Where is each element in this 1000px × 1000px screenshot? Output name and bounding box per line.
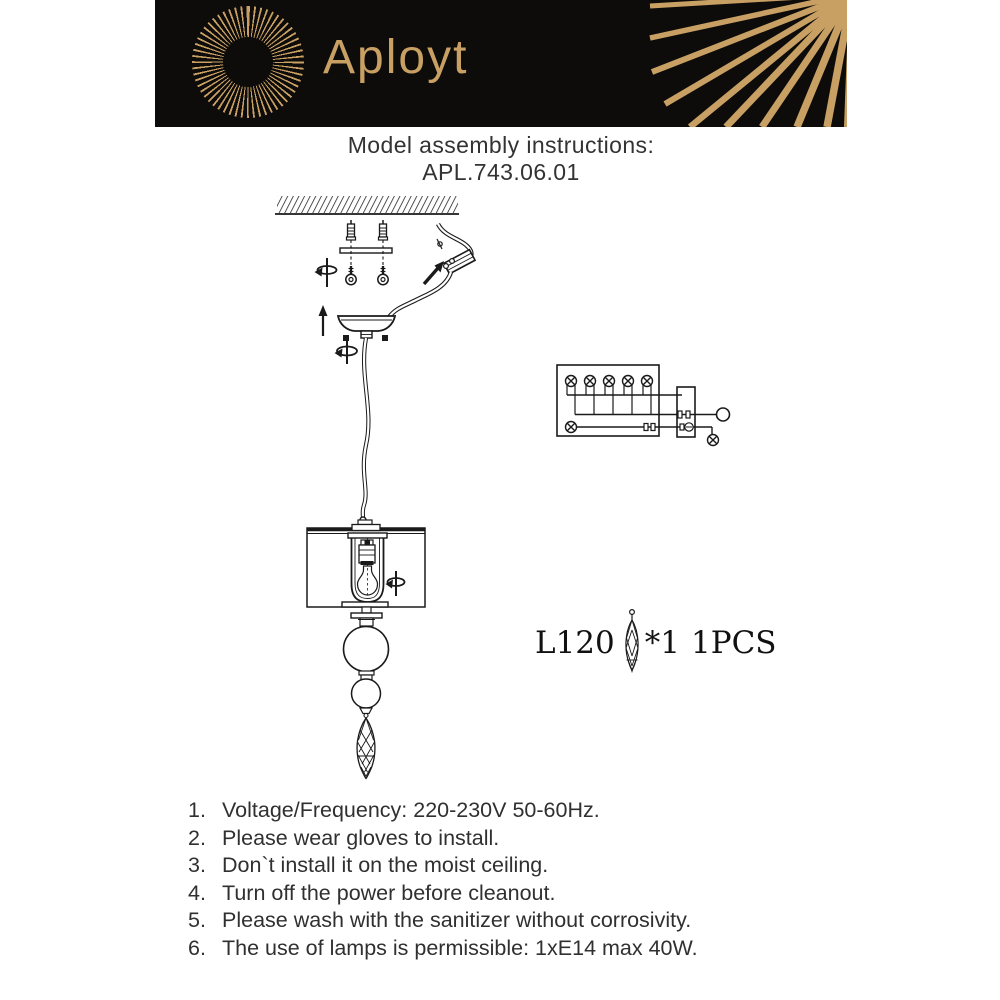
instruction-number: 2.: [188, 825, 206, 850]
instruction-number: 3.: [188, 853, 206, 878]
wiring-diagram: [550, 355, 750, 455]
sunburst-center: [225, 39, 271, 85]
junction-symbol: [717, 408, 730, 421]
instruction-text: The use of lamps is permissible: 1xE14 max 40W.: [222, 935, 698, 960]
up-arrow-icon: [319, 305, 328, 336]
instruction-item: [188, 907, 788, 935]
part-quantity: *1: [644, 625, 680, 661]
suspension-cable: [360, 338, 368, 523]
mounting-bracket: [340, 248, 392, 253]
decorative-stack: [342, 602, 389, 718]
rotate-arrow-icon: [315, 258, 337, 287]
instruction-item: [188, 935, 788, 963]
part-code: L120: [535, 625, 615, 661]
part-pcs: 1PCS: [691, 625, 777, 661]
wall-plug: [379, 220, 388, 240]
instructions-list: [188, 797, 788, 963]
brand-banner: [155, 0, 847, 127]
instruction-number: 6.: [188, 935, 206, 960]
lamp-symbols: [566, 376, 653, 433]
instruction-item: [188, 880, 788, 908]
instruction-number: 5.: [188, 908, 206, 933]
title-block: [155, 132, 847, 186]
ray-fan-icon: [647, 0, 847, 127]
instruction-text: Please wear gloves to install.: [222, 825, 500, 850]
instruction-text: Please wash with the sanitizer without corrosivity.: [222, 908, 692, 933]
brand-wordmark: Aployt: [323, 31, 469, 84]
parts-row: [535, 608, 777, 678]
instruction-text: Voltage/Frequency: 220-230V 50-60Hz.: [222, 798, 600, 822]
pendant-lamp-assembly-diagram: [180, 183, 520, 783]
wall-plug: [347, 220, 356, 240]
model-number: APL.743.06.01: [422, 159, 580, 185]
instruction-number: 4.: [188, 880, 206, 905]
rotate-arrow-icon: [335, 340, 358, 364]
instruction-item: [188, 852, 788, 880]
instruction-text: Don`t install it on the moist ceiling.: [222, 853, 549, 878]
instruction-text: Turn off the power before cleanout.: [222, 880, 556, 905]
screw: [378, 266, 388, 285]
instruction-item: [188, 825, 788, 853]
wire-connector-cluster: [389, 224, 475, 317]
instruction-number: 1.: [188, 798, 206, 822]
crystal-drop-icon: [622, 608, 642, 678]
instruction-item: [188, 797, 788, 825]
page-title: Model assembly instructions:: [347, 132, 655, 158]
crystal-drop: [357, 718, 375, 779]
ceiling-hatch: [275, 196, 459, 214]
lamp-symbol: [708, 435, 719, 446]
ceiling-canopy: [338, 316, 395, 341]
screw: [346, 266, 356, 285]
